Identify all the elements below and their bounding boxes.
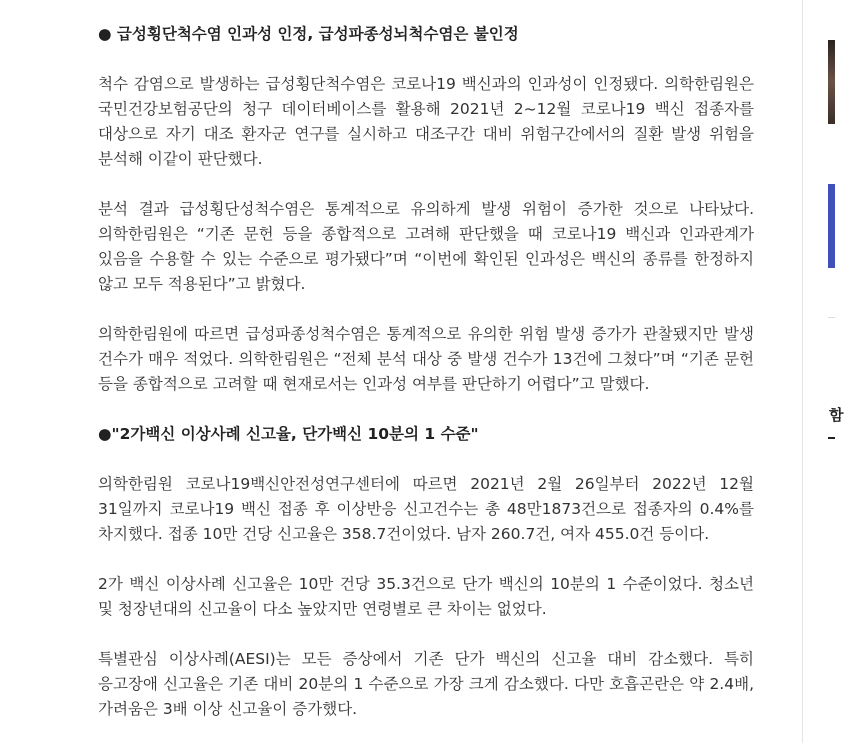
sidebar-heading-underline — [828, 437, 835, 439]
sidebar-heading: 함 — [829, 406, 844, 424]
article-paragraph: 분석 결과 급성횡단성척수염은 통계적으로 유의하게 발생 위험이 증가한 것으로 나타났다. 의학한림원은 “기존 문헌 등을 종합적으로 고려해 판단했을 때 코로나19 백신과 인과관계가 있음을 수용할 수 있는 수준으로 평가됐다”며 “이번에 확인된 인과성은 백신의 종류를 한정하지 않고 모두 적용된다”고 밝혔다. — [98, 200, 754, 293]
sidebar-separator — [828, 317, 835, 318]
article-paragraph: 의학한림원에 따르면 급성파종성척수염은 통계적으로 유의한 위험 발생 증가가 관찰됐지만 발생 건수가 매우 적었다. 의학한림원은 “전체 분석 대상 중 발생 건수가 13건에 그쳤다”며 “기존 문헌 등을 종합적으로 고려할 때 현재로서는 인과성 여부를 판단하기 어렵다”고 말했다. — [98, 325, 754, 393]
article-body — [98, 22, 754, 747]
sidebar-thumbnail-image[interactable] — [828, 40, 835, 124]
section-heading-causality: ● 급성횡단척수염 인과성 인정, 급성파종성뇌척수염은 불인정 — [98, 25, 519, 43]
article-paragraph: 2가 백신 이상사례 신고율은 10만 건당 35.3건으로 단가 백신의 10분의 1 수준이었다. 청소년 및 청장년대의 신고율이 다소 높았지만 연령별로 큰 차이는 없었다. — [98, 575, 754, 618]
section-heading-bivalent-vaccine: ●"2가백신 이상사례 신고율, 단가백신 10분의 1 수준" — [98, 425, 479, 443]
sidebar-divider — [802, 0, 803, 743]
article-paragraph: 의학한림원 코로나19백신안전성연구센터에 따르면 2021년 2월 26일부터 2022년 12월 31일까지 코로나19 백신 접종 후 이상반응 신고건수는 총 48만1873건으로 접종자의 0.4%를 차지했다. 접종 10만 건당 신고율은 358.7건이었다. 남자 260.7건, 여자 455.0건 등이다. — [98, 475, 754, 543]
sidebar-banner[interactable] — [828, 184, 835, 268]
article-paragraph: 특별관심 이상사례(AESI)는 모든 증상에서 기존 단가 백신의 신고율 대비 감소했다. 특히 응고장애 신고율은 기존 대비 20분의 1 수준으로 가장 크게 감소했다. 다만 호흡곤란은 약 2.4배, 가려움은 3배 이상 신고율이 증가했다. — [98, 650, 754, 718]
article-paragraph: 척수 감염으로 발생하는 급성횡단척수염은 코로나19 백신과의 인과성이 인정됐다. 의학한림원은 국민건강보험공단의 청구 데이터베이스를 활용해 2021년 2~12월 코로나19 백신 접종자를 대상으로 자기 대조 환자군 연구를 실시하고 대조구간 대비 위험구간에서의 질환 발생 위험을 분석해 이같이 판단했다. — [98, 75, 754, 168]
